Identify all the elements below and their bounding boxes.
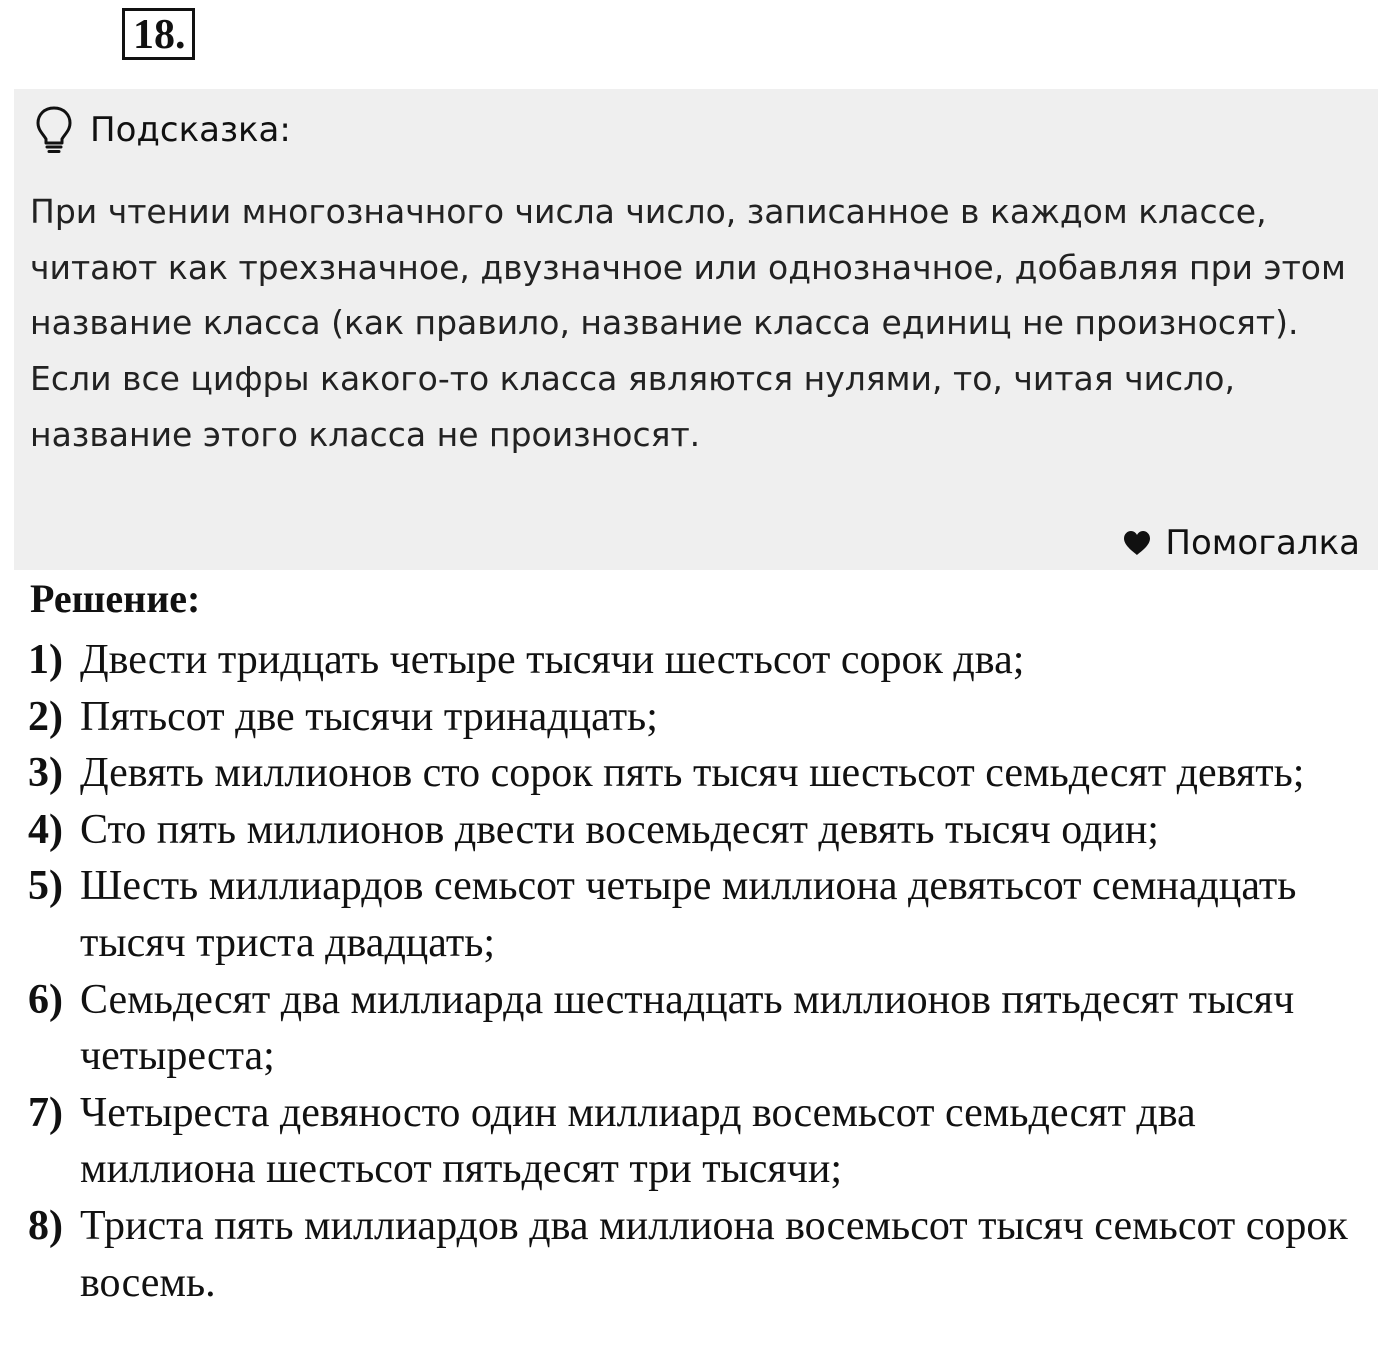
solution-item-number: 2) [28, 693, 63, 740]
credit-label: Помогалка [1165, 523, 1360, 563]
solution-item-number: 7) [28, 1089, 63, 1136]
solution-item-text: Пятьсот две тысячи тринадцать; [80, 693, 658, 740]
hint-header [34, 105, 291, 155]
hint-paragraph: При чтении многозначного числа число, записанное в каждом классе, читают как трехзначное, двузначное или однозначное, добавляя при этом название класса (как правило, название класса единиц не произносят). [30, 192, 1346, 343]
solution-item-text: Девять миллионов сто сорок пять тысяч шестьсот семьдесят девять; [80, 750, 1305, 797]
lightbulb-icon [34, 105, 74, 155]
solution-list [28, 632, 1368, 1311]
solution-item [28, 802, 1368, 859]
heart-icon [1123, 530, 1151, 556]
task-number: 18. [122, 8, 195, 60]
solution-item-text: Четыреста девяносто один миллиард восемьсот семьдесят два миллиона шестьсот пятьдесят три тысячи; [80, 1089, 1196, 1193]
solution-item-text: Двести тридцать четыре тысячи шестьсот сорок два; [80, 637, 1025, 683]
solution-item-number: 8) [28, 1202, 63, 1249]
solution-item [28, 745, 1368, 802]
solution-item [28, 1198, 1368, 1311]
solution-item-number: 6) [28, 976, 63, 1023]
solution-title: Решение: [30, 576, 201, 621]
hint-text [30, 184, 1360, 463]
solution-item [28, 632, 1368, 689]
solution-item-text: Шесть миллиардов семьсот четыре миллиона девятьсот семнадцать тысяч триста двадцать; [80, 863, 1297, 966]
hint-box [14, 89, 1378, 570]
solution-item-text: Триста пять миллиардов два миллиона восемьсот тысяч семьсот сорок восемь. [80, 1202, 1348, 1306]
solution-item-number: 4) [28, 806, 63, 853]
solution-item-number: 5) [28, 863, 63, 910]
solution-item-text: Сто пять миллионов двести восемьдесят девять тысяч один; [80, 806, 1159, 853]
solution-item [28, 972, 1368, 1085]
solution-item [28, 858, 1368, 971]
hint-paragraph: Если все цифры какого-то класса являются нулями, то, читая число, название этого класса не произносят. [30, 359, 1235, 454]
solution-item-number: 1) [28, 637, 63, 683]
credit [1123, 521, 1360, 565]
solution-item-text: Семьдесят два миллиарда шестнадцать миллионов пятьдесят тысяч четыреста; [80, 976, 1295, 1080]
hint-title: Подсказка: [90, 110, 291, 150]
solution-item [28, 1085, 1368, 1198]
solution-item-number: 3) [28, 750, 63, 797]
solution-item [28, 689, 1368, 746]
